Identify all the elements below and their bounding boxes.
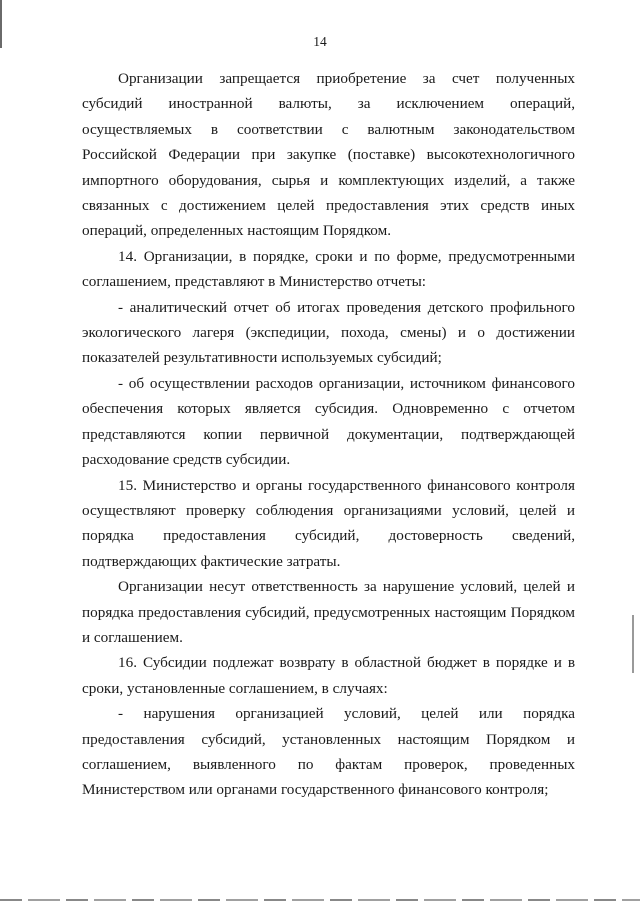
- paragraph-analytic-report: - аналитический отчет об итогах проведения детского профильного экологического лагеря (экспедиции, похода, смены) и о достижении показателей результативности используемых субсидий;: [82, 298, 575, 367]
- paragraph-15-control: 15. Министерство и органы государственного финансового контроля осуществляют проверку соблюдения организациями условий, целей и порядка предоставления субсидий, достоверность сведений, подтверждающих фактические затраты.: [82, 476, 575, 570]
- paragraph-16-return: 16. Субсидии подлежат возврату в областной бюджет в порядке и в сроки, установленные соглашением, в случаях:: [82, 654, 575, 697]
- page-number: 14: [313, 34, 327, 49]
- scan-bottom-edge: [0, 899, 640, 901]
- document-body: [82, 66, 575, 803]
- paragraph-violation-case: - нарушения организацией условий, целей или порядка предоставления субсидий, установленных настоящим Порядком и соглашением, выявленного по фактам проверок, проведенных Министерством или органами государственного финансового контроля;: [82, 705, 575, 799]
- paragraph-currency-restriction: Организации запрещается приобретение за счет полученных субсидий иностранной валюты, за исключением операций, осуществляемых в соответствии с валютным законодательством Российской Федерации при закупке (поставке) высокотехнологичного импортного оборудования, сырья и комплектующих изделий, а также связанных с достижением целей предоставления этих средств иных операций, определенных настоящим Порядком.: [82, 70, 575, 240]
- paragraph-expense-report: - об осуществлении расходов организации, источником финансового обеспечения которых является субсидия. Одновременно с отчетом представляются копии первичной документации, подтверждающей расходование средств субсидии.: [82, 374, 575, 469]
- paragraph-responsibility: Организации несут ответственность за нарушение условий, целей и порядка предоставления субсидий, предусмотренных настоящим Порядком и соглашением.: [82, 578, 575, 646]
- paragraph-14-reports: 14. Организации, в порядке, сроки и по форме, предусмотренными соглашением, представляют в Министерство отчеты:: [82, 247, 575, 291]
- scan-edge-mark-right: [632, 615, 634, 673]
